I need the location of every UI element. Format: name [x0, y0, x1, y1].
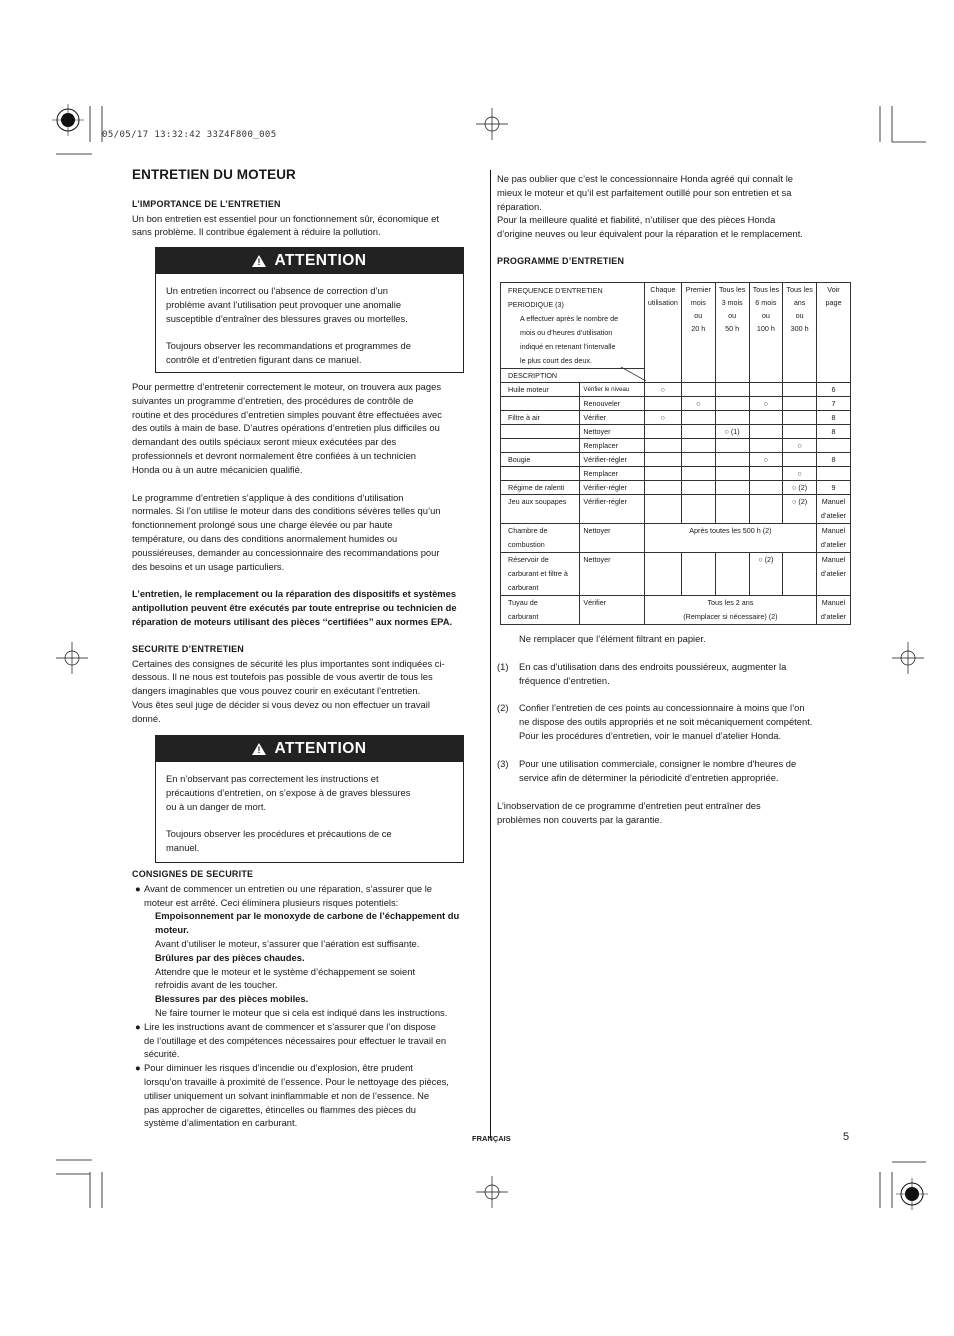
header-text: ou — [761, 311, 770, 320]
table-row — [501, 495, 851, 524]
mark-cell: ○ (2) — [749, 553, 783, 596]
header-text: 50 h — [725, 324, 740, 333]
text-line: Certaines des consignes de sécurité les plus importantes sont indiquées ci- — [132, 657, 445, 669]
mark-cell — [783, 453, 817, 467]
text-line: problèmes non couverts par la garantie. — [497, 813, 663, 825]
table-row — [501, 481, 851, 495]
section-heading: L’IMPORTANCE DE L’ENTRETIEN — [132, 198, 281, 209]
left-column-body — [132, 380, 490, 726]
text-line: Ne pas oublier que c’est le concessionnaire Honda agréé qui connaît le — [497, 173, 794, 184]
mark-cell — [715, 481, 749, 495]
action-text: Nettoyer — [580, 524, 645, 553]
mark-cell: ○ — [644, 411, 681, 425]
mark-cell — [715, 411, 749, 425]
column-header — [783, 283, 817, 383]
right-column — [497, 172, 857, 269]
page-ref: Manuel d’atelier — [816, 495, 850, 524]
text-line: de l’outillage et des compétences nécessaires pour effectuer le travail en — [144, 1034, 447, 1046]
table-row — [501, 596, 851, 625]
warning-box — [155, 247, 464, 373]
page-ref — [816, 439, 850, 453]
header-text: ou — [728, 311, 737, 320]
mark-cell: ○ — [783, 439, 817, 453]
table-row — [501, 553, 851, 596]
text-line: Empoisonnement par le monoxyde de carbone de l’échappement du — [155, 910, 460, 922]
item-text — [501, 425, 580, 439]
warning-triangle-icon: ! — [252, 255, 266, 267]
text-line: Honda ou à un autre mécanicien qualifié. — [132, 463, 303, 475]
item-text: Filtre à air — [501, 411, 580, 425]
table-row — [501, 425, 851, 439]
page-ref: d’atelier — [820, 569, 847, 578]
table-header-row — [501, 283, 851, 369]
diagonal-divider — [501, 283, 646, 381]
action-text: Remplacer — [580, 439, 645, 453]
text-line: d’origine neuves ou leur équivalent pour la réparation et le remplacement. — [497, 228, 803, 240]
item-text: Chambre de — [508, 526, 548, 535]
text-line: fréquence d’entretien. — [519, 674, 610, 686]
text-line: ne dispose des outils appropriés et ne soit mécaniquement compétent. — [519, 715, 813, 727]
page-ref: 8 — [816, 453, 850, 467]
warning-triangle-icon: ! — [252, 743, 266, 755]
action-text: Vérifier-régler — [580, 495, 645, 524]
crosshair-icon — [892, 642, 924, 674]
page-ref: 8 — [816, 425, 850, 439]
registration-target-icon — [52, 104, 84, 136]
warning-header — [156, 248, 463, 274]
text-line: Vous êtes seul juge de décider si vous devez ou non effectuer un travail — [132, 698, 430, 710]
mark-cell — [749, 439, 783, 453]
text-line: réparation de moteurs utilisant des pièces ‘‘certifiées’’ aux normes EPA. — [132, 615, 453, 627]
interval-text: (Remplacer si nécessaire) (2) — [683, 612, 778, 621]
header-text: utilisation — [647, 298, 678, 307]
text-line: manuel. — [166, 842, 200, 854]
mark-cell — [749, 411, 783, 425]
mark-cell — [644, 481, 681, 495]
header-text: A effectuer après le nombre de — [520, 314, 619, 323]
mark-cell — [715, 383, 749, 397]
note-number: (3) — [497, 758, 509, 769]
mark-cell — [644, 439, 681, 453]
item-text: Régime de ralenti — [501, 481, 580, 495]
text-line: réparation. — [497, 200, 542, 212]
crosshair-icon — [476, 1176, 508, 1208]
text-line: Pour permettre d’entretenir correctement le moteur, on trouvera aux pages — [132, 381, 442, 392]
page-ref: 9 — [816, 481, 850, 495]
note-number: (1) — [497, 661, 509, 672]
text-line: Attendre que le moteur et le système d’échappement se soient — [155, 965, 416, 977]
section-heading: SECURITE D’ENTRETIEN — [132, 643, 245, 654]
header-text: Chaque — [650, 285, 676, 294]
page-ref: 8 — [816, 411, 850, 425]
text-line: dessous. Il ne nous est toutefois pas possible de vous avertir de tous les — [132, 671, 433, 683]
mark-cell — [644, 495, 681, 524]
crosshair-icon — [476, 108, 508, 140]
mark-cell — [749, 383, 783, 397]
header-text: FREQUENCE D’ENTRETIEN — [508, 286, 603, 295]
table-row — [501, 397, 851, 411]
header-text: le plus court des deux. — [520, 356, 592, 365]
action-text: Vérifier-régler — [580, 481, 645, 495]
mark-cell — [644, 453, 681, 467]
text-line: demandant des outils spéciaux seront mieux exécutées par des — [132, 436, 397, 448]
header-text: 20 h — [691, 324, 706, 333]
note-text — [519, 660, 859, 688]
header-text: ou — [694, 311, 703, 320]
text-line: L’entretien, le remplacement ou la réparation des dispositifs et systèmes — [132, 588, 457, 600]
mark-cell — [681, 495, 715, 524]
page-ref: 6 — [816, 383, 850, 397]
action-text: Vérifier le niveau — [580, 383, 645, 397]
mark-cell — [749, 425, 783, 439]
text-line: service afin de déterminer la périodicité d’entretien appropriée. — [519, 771, 779, 783]
column-header — [644, 283, 681, 383]
table-row — [501, 411, 851, 425]
header-text: indiqué en retenant l’intervalle — [520, 342, 616, 351]
text-line: L’inobservation de ce programme d’entretien peut entraîner des — [497, 800, 761, 811]
table-row — [501, 467, 851, 481]
table-row — [501, 524, 851, 553]
header-text: page — [825, 298, 842, 307]
bullet-icon: ● — [135, 882, 141, 894]
mark-cell: ○ (2) — [783, 481, 817, 495]
mark-cell — [749, 481, 783, 495]
interval-text: Après toutes les 500 h (2) — [644, 524, 816, 553]
action-text: Renouveler — [580, 397, 645, 411]
text-line: des besoins et un usage particuliers. — [132, 560, 285, 572]
note-text — [519, 701, 859, 742]
item-text: Huile moteur — [501, 383, 580, 397]
text-line: Pour la meilleure qualité et fiabilité, n’utiliser que des pièces Honda — [497, 214, 776, 226]
mark-cell — [681, 439, 715, 453]
header-text: 300 h — [790, 324, 809, 333]
mark-cell — [783, 383, 817, 397]
text-line: température, ou dans des conditions anormalement humides ou — [132, 532, 398, 544]
text-line: Lire les instructions avant de commencer et s’assurer que l’on dispose — [144, 1020, 436, 1032]
warning-box — [155, 735, 464, 863]
text-line: lorsqu’on travaille à proximité de l’essence. Pour le nettoyage des pièces, — [144, 1075, 449, 1087]
page-title: ENTRETIEN DU MOTEUR — [132, 167, 296, 182]
text-line: Confier l’entretien de ces points au concessionnaire à moins que l’on — [519, 702, 805, 713]
registration-target-icon — [896, 1178, 928, 1210]
print-header: 05/05/17 13:32:42 33Z4F800_005 — [102, 130, 277, 140]
text-line: utiliser uniquement un solvant ininflammable et non de l’essence. Ne — [144, 1089, 430, 1101]
text-line: donné. — [132, 712, 161, 724]
header-text: ou — [795, 311, 804, 320]
mark-cell — [783, 425, 817, 439]
frequency-header — [501, 283, 645, 369]
header-text: PERIODIQUE (3) — [508, 300, 564, 309]
mark-cell — [644, 425, 681, 439]
table-row — [501, 453, 851, 467]
mark-cell: ○ — [783, 467, 817, 481]
action-text: Nettoyer — [580, 425, 645, 439]
header-text: mois — [690, 298, 706, 307]
header-text: Voir — [827, 285, 840, 294]
mark-cell — [783, 411, 817, 425]
text-line: refroidis avant de les toucher. — [155, 979, 278, 991]
text-line: Pour diminuer les risques d’incendie ou d’explosion, être prudent — [144, 1062, 413, 1074]
text-line: professionnels et devront normalement être confiées à un technicien — [132, 449, 417, 461]
warning-header — [156, 736, 463, 762]
page-ref: Manuel — [821, 526, 846, 535]
text-line: Toujours observer les recommandations et programmes de — [166, 340, 411, 352]
text-line: Brûlures par des pièces chaudes. — [155, 951, 305, 963]
note-text — [519, 757, 859, 785]
text-line: susceptible d’entraîner des blessures graves ou mortelles. — [166, 312, 408, 324]
list-item — [132, 882, 492, 1020]
item-text — [501, 467, 580, 481]
text-line: des outils à main de base. D’autres opérations d’entretien plus difficiles ou — [132, 422, 440, 434]
section-heading: CONSIGNES DE SECURITE — [132, 869, 254, 879]
text-line: Ne faire tourner le moteur que si cela est indiqué dans les instructions. — [155, 1006, 448, 1018]
mark-cell — [715, 495, 749, 524]
text-line: Un entretien incorrect ou l’absence de correction d’un — [166, 285, 389, 296]
header-text: mois ou d’heures d’utilisation — [520, 328, 613, 337]
mark-cell — [681, 383, 715, 397]
text-line: Avant de commencer un entretien ou une réparation, s’assurer que le — [144, 882, 433, 894]
mark-cell — [681, 411, 715, 425]
header-text: Tous les — [718, 285, 746, 294]
text-line: En cas d’utilisation dans des endroits poussiéreux, augmenter la — [519, 661, 787, 672]
text-line: moteur. — [155, 924, 189, 936]
text-line: Blessures par des pièces mobiles. — [155, 993, 309, 1005]
mark-cell — [681, 481, 715, 495]
mark-cell — [749, 467, 783, 481]
warning-label: ATTENTION — [274, 252, 367, 269]
mark-cell: ○ (2) — [783, 495, 817, 524]
item-text: Réservoir de — [508, 555, 549, 564]
mark-cell: ○ — [681, 397, 715, 411]
text-line: précautions d’entretien, on s’expose à de graves blessures — [166, 786, 411, 798]
description-header: DESCRIPTION — [501, 369, 645, 383]
text-line: normales. Si l’on utilise le moteur dans des conditions sévères telles qu’un — [132, 505, 441, 517]
column-header — [715, 283, 749, 383]
mark-cell: ○ (1) — [715, 425, 749, 439]
text-line: Pour les procédures d’entretien, voir le manuel d’atelier Honda. — [519, 729, 782, 741]
mark-cell: ○ — [749, 453, 783, 467]
item-text: Jeu aux soupapes — [501, 495, 580, 524]
text-line: Un bon entretien est essentiel pour un fonctionnement sûr, économique et — [132, 212, 439, 224]
page-ref: d’atelier — [820, 612, 847, 621]
text-line: sécurité. — [144, 1048, 180, 1060]
text-line: En n’observant pas correctement les instructions et — [166, 773, 379, 784]
list-item — [132, 1020, 492, 1061]
action-text: Vérifier — [580, 596, 645, 625]
mark-cell — [715, 439, 749, 453]
left-column — [132, 168, 488, 239]
closing-text — [497, 799, 857, 827]
item-text: Bougie — [501, 453, 580, 467]
bullet-icon: ● — [135, 1020, 141, 1032]
header-text: 3 mois — [721, 298, 743, 307]
item-text: carburant — [508, 583, 539, 592]
text-line: Pour une utilisation commerciale, consigner le nombre d’heures de — [519, 758, 797, 769]
mark-cell — [749, 495, 783, 524]
mark-cell — [681, 425, 715, 439]
section-heading: PROGRAMME D’ENTRETIEN — [497, 255, 625, 266]
mark-cell — [681, 467, 715, 481]
warning-label: ATTENTION — [274, 740, 367, 757]
mark-cell: ○ — [644, 383, 681, 397]
note-filter: Ne remplacer que l’élément filtrant en papier. — [519, 633, 706, 644]
text-line: routine et des procédures d’entretien simples pouvant être effectuées avec — [132, 408, 442, 420]
mark-cell: ○ — [749, 397, 783, 411]
text-line: antipollution peuvent être exécutés par toute entreprise ou technicien de — [132, 602, 457, 614]
action-text: Nettoyer — [580, 553, 645, 596]
mark-cell — [644, 397, 681, 411]
column-header — [749, 283, 783, 383]
table-row — [501, 439, 851, 453]
text-line: Le programme d’entretien s’applique à des conditions d’utilisation — [132, 491, 404, 503]
text-line: Toujours observer les procédures et précautions de ce — [166, 828, 392, 840]
item-text — [501, 439, 580, 453]
item-text: Tuyau de — [508, 598, 538, 607]
bullet-icon: ● — [135, 1062, 141, 1074]
footer-language: FRANÇAIS — [472, 1134, 511, 1143]
action-text: Remplacer — [580, 467, 645, 481]
note-number: (2) — [497, 702, 509, 713]
page-number: 5 — [843, 1131, 850, 1143]
mark-cell — [644, 467, 681, 481]
text-line: poussiéreuses, demander au concessionnaire des recommandations pour — [132, 546, 440, 558]
mark-cell — [783, 397, 817, 411]
text-line: moteur est arrêté. Ceci éliminera plusieurs risques potentiels: — [144, 896, 399, 908]
text-line: fonctionnement prolongé sous une charge élevée ou par haute — [132, 519, 393, 531]
page-ref: Manuel — [821, 555, 846, 564]
text-line: dangers imaginables que vous pouvez courir en exécutant l’entretien. — [132, 685, 421, 697]
action-text: Vérifier — [580, 411, 645, 425]
text-line: sans problème. Il contribue également à réduire la pollution. — [132, 226, 381, 238]
column-header — [816, 283, 850, 383]
mark-cell — [715, 467, 749, 481]
text-line: problème avant l’utilisation peut provoquer une anomalie — [166, 298, 402, 310]
mark-cell — [715, 397, 749, 411]
list-item — [132, 1061, 492, 1130]
text-line: ou à un danger de mort. — [166, 800, 267, 812]
crosshair-icon — [56, 642, 88, 674]
item-text — [501, 397, 580, 411]
interval-text: Tous les 2 ans — [707, 598, 754, 607]
page-ref — [816, 467, 850, 481]
action-text: Vérifier-régler — [580, 453, 645, 467]
text-line: Avant d’utiliser le moteur, s’assurer que l’aération est suffisante. — [155, 937, 420, 949]
mark-cell — [681, 453, 715, 467]
header-text: 100 h — [756, 324, 775, 333]
column-header — [681, 283, 715, 383]
header-text: Tous les — [786, 285, 813, 294]
page-ref: d’atelier — [820, 540, 847, 549]
text-line: pas approcher de cigarettes, étincelles ou flammes des pièces du — [144, 1103, 417, 1115]
page-ref: Manuel — [821, 598, 846, 607]
page-ref: 7 — [816, 397, 850, 411]
text-line: suivantes un programme d’entretien, des procédures de contrôle de — [132, 394, 414, 406]
header-text: ans — [793, 298, 806, 307]
header-text: 6 mois — [755, 298, 777, 307]
item-text: carburant et filtre à — [508, 569, 568, 578]
header-text: Premier — [685, 285, 711, 294]
mark-cell — [715, 453, 749, 467]
text-line: système d’alimentation en carburant. — [144, 1117, 298, 1129]
table-row — [501, 383, 851, 397]
header-text: Tous les — [752, 285, 780, 294]
maintenance-table — [500, 282, 851, 625]
item-text: carburant — [508, 612, 539, 621]
safety-rules — [132, 868, 492, 1130]
text-line: mieux le moteur et qu’il est parfaitement outillé pour son entretien et sa — [497, 186, 792, 198]
item-text: combustion — [508, 540, 545, 549]
text-line: contrôle et d’entretien figurant dans ce manuel. — [166, 354, 362, 366]
